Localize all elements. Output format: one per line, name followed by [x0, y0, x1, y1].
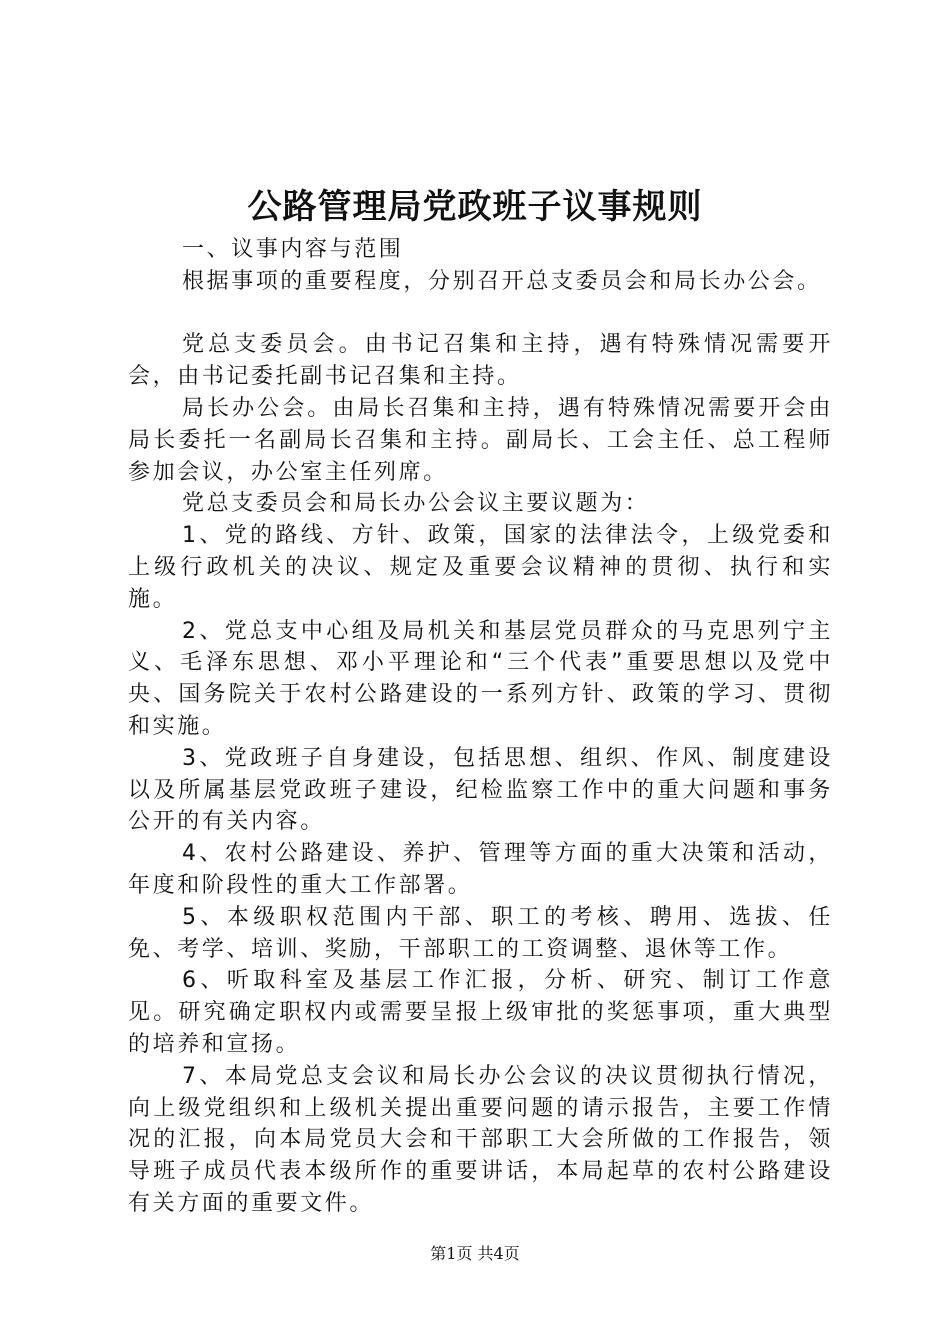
list-item: 2、党总支中心组及局机关和基层党员群众的马克思列宁主义、毛泽东思想、邓小平理论和“三个代表”重要思想以及党中央、国务院关于农村公路建设的一系列方针、政策的学习、贯彻和实施。 [128, 618, 833, 739]
list-item: 1、党的路线、方针、政策，国家的法律法令，上级党委和上级行政机关的决议、规定及重要会议精神的贯彻、执行和实施。 [128, 523, 833, 612]
page-number-footer: 第1页 共4页 [430, 1244, 520, 1263]
section-heading: 一、议事内容与范围 [182, 237, 404, 262]
document-title: 公路管理局党政班子议事规则 [247, 187, 703, 227]
body-paragraph: 局长办公会。由局长召集和主持，遇有特殊情况需要开会由局长委托一名副局长召集和主持。副局长、工会主任、总工程师参加会议，办公室主任列席。 [128, 395, 833, 485]
body-paragraph: 根据事项的重要程度，分别召开总支委员会和局长办公会。 [182, 268, 822, 294]
list-item: 5、本级职权范围内干部、职工的考核、聘用、选拔、任免、考学、培训、奖励，干部职工的工资调整、退休等工作。 [128, 904, 833, 962]
document-body [128, 234, 833, 1220]
list-item: 7、本局党总支会议和局长办公会议的决议贯彻执行情况，向上级党组织和上级机关提出重要问题的请示报告，主要工作情况的汇报，向本局党员大会和干部职工大会所做的工作报告，领导班子成员代表本级所作的重要讲话，本局起草的农村公路建设有关方面的重要文件。 [128, 1063, 833, 1216]
list-item: 3、党政班子自身建设，包括思想、组织、作风、制度建设以及所属基层党政班子建设，纪检监察工作中的重大问题和事务公开的有关内容。 [128, 745, 833, 835]
list-item: 4、农村公路建设、养护、管理等方面的重大决策和活动，年度和阶段性的重大工作部署。 [128, 841, 833, 898]
list-item: 6、听取科室及基层工作汇报，分析、研究、制订工作意见。研究确定职权内或需要呈报上级审批的奖惩事项，重大典型的培养和宣扬。 [128, 968, 833, 1057]
body-paragraph: 党总支委员会。由书记召集和主持，遇有特殊情况需要开会，由书记委托副书记召集和主持。 [128, 332, 833, 390]
body-paragraph: 党总支委员会和局长办公会议主要议题为： [182, 491, 650, 517]
